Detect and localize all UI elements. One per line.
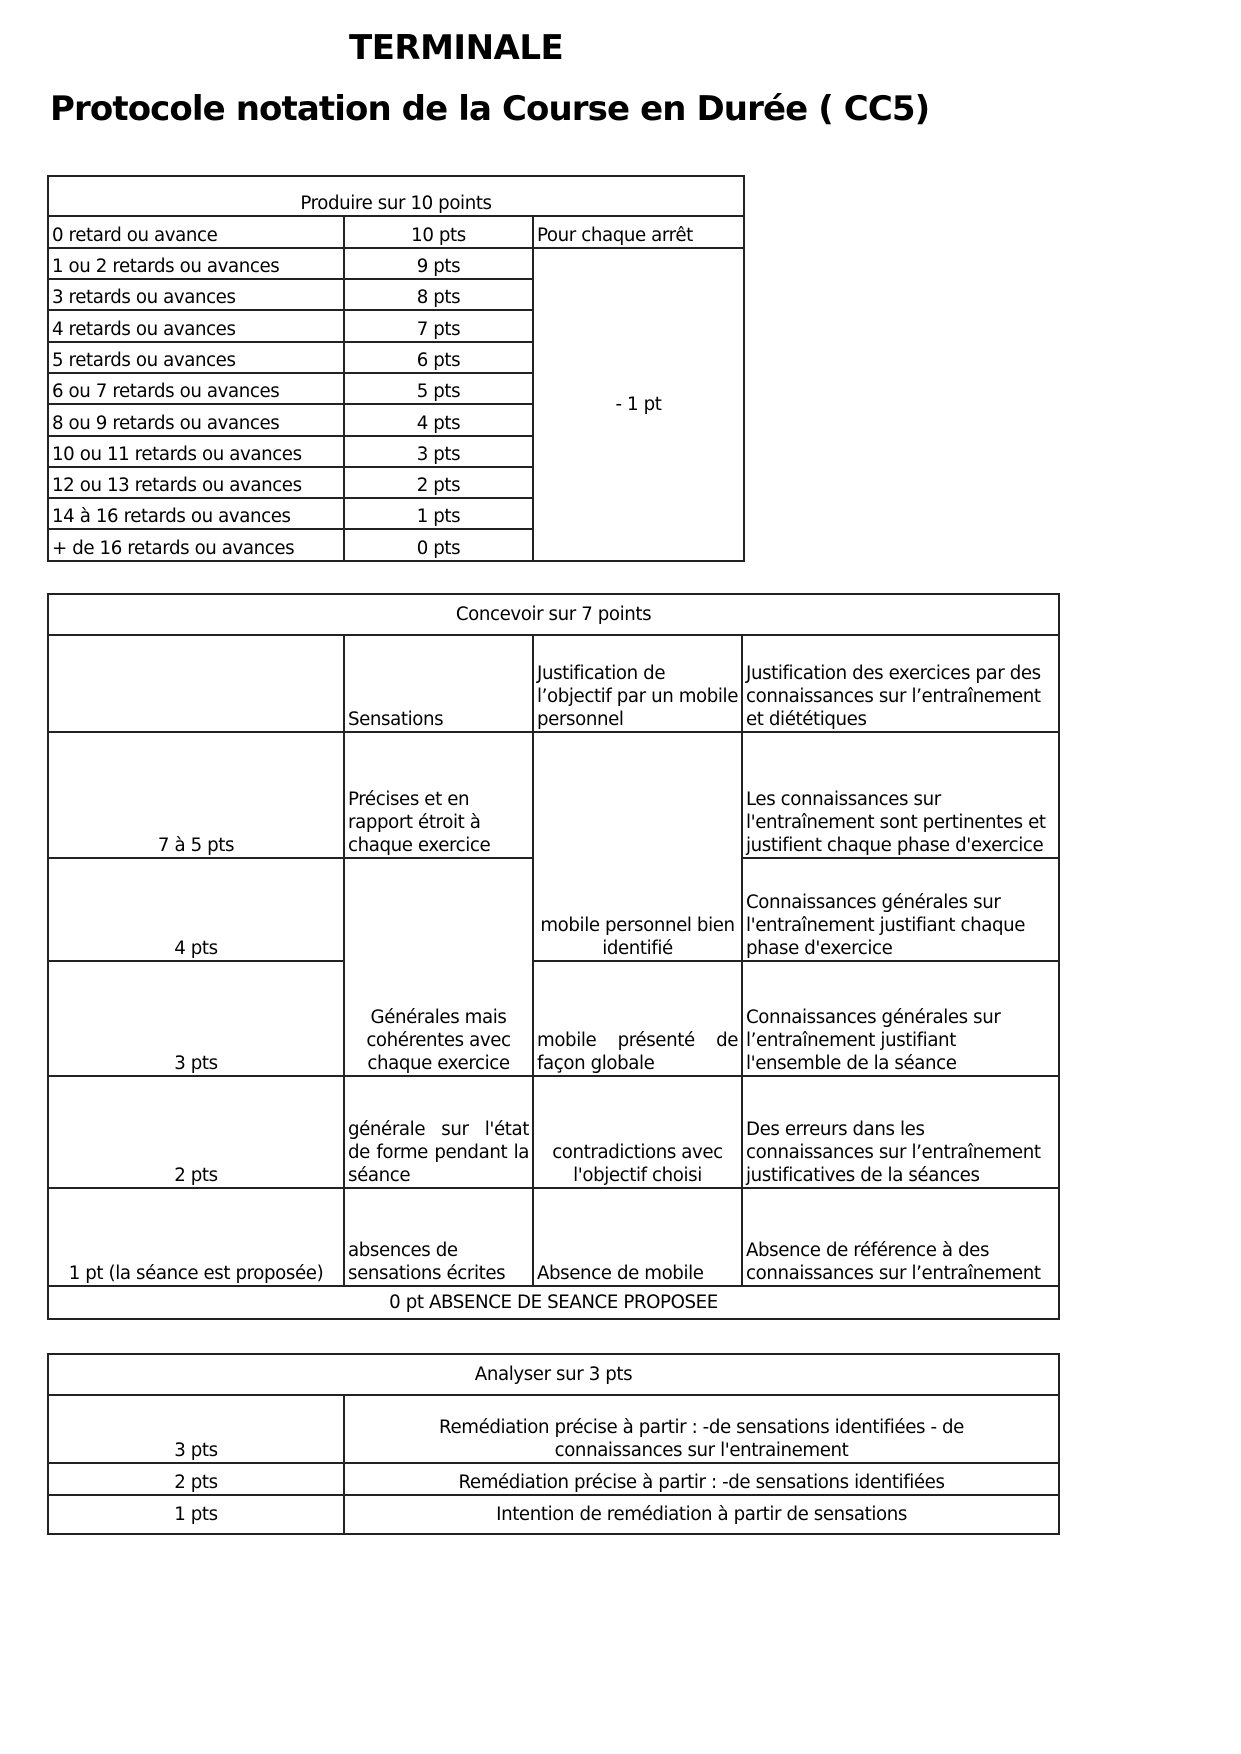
mobile-cell: Absence de mobile — [533, 1188, 742, 1286]
produire-table — [47, 175, 745, 562]
criterion-cell: 14 à 16 retards ou avances — [48, 498, 344, 529]
table-row — [48, 1188, 1059, 1286]
criterion-cell: 0 retard ou avance — [48, 216, 344, 248]
points-cell: 8 pts — [344, 279, 533, 310]
criterion-cell: 10 ou 11 retards ou avances — [48, 436, 344, 467]
knowledge-cell: Absence de référence à des connaissances sur l’entraînement — [742, 1188, 1059, 1286]
table-row — [48, 961, 1059, 1076]
table-row — [48, 1495, 1059, 1534]
knowledge-cell: Des erreurs dans les connaissances sur l’entraînement justificatives de la séances — [742, 1076, 1059, 1188]
criterion-cell: 6 ou 7 retards ou avances — [48, 373, 344, 404]
knowledge-cell: Connaissances générales sur l’entraînement justifiant l'ensemble de la séance — [742, 961, 1059, 1076]
points-cell: 1 pts — [344, 498, 533, 529]
concevoir-table — [47, 593, 1060, 1320]
column-header-empty — [48, 635, 344, 732]
analyser-points: 1 pts — [48, 1495, 344, 1534]
table-row — [48, 732, 1059, 858]
produire-header: Produire sur 10 points — [48, 176, 744, 216]
analyser-points: 2 pts — [48, 1463, 344, 1495]
criterion-cell: 1 ou 2 retards ou avances — [48, 248, 344, 279]
analyser-description: Intention de remédiation à partir de sensations — [344, 1495, 1059, 1534]
table-row — [48, 1395, 1059, 1463]
points-cell: 2 pts — [344, 467, 533, 498]
concevoir-footer: 0 pt ABSENCE DE SEANCE PROPOSEE — [48, 1286, 1059, 1319]
points-cell: 3 pts — [344, 436, 533, 467]
knowledge-cell: Les connaissances sur l'entraînement sont pertinentes et justifient chaque phase d'exercice — [742, 732, 1059, 858]
sensations-cell: générale sur l'état de forme pendant la séance — [344, 1076, 533, 1188]
concevoir-header: Concevoir sur 7 points — [48, 594, 1059, 635]
stop-label-cell: Pour chaque arrêt — [533, 216, 744, 248]
criterion-cell: 5 retards ou avances — [48, 342, 344, 373]
analyser-header: Analyser sur 3 pts — [48, 1354, 1059, 1395]
mobile-cell: mobile personnel bien identifié — [533, 732, 742, 961]
document-subtitle: Protocole notation de la Course en Durée ( CC5) — [50, 89, 930, 129]
points-cell: 7 pts — [344, 310, 533, 342]
document-title: TERMINALE — [349, 28, 564, 68]
level-points: 4 pts — [48, 858, 344, 961]
points-cell: 0 pts — [344, 529, 533, 561]
analyser-description: Remédiation précise à partir : -de sensations identifiées — [344, 1463, 1059, 1495]
criterion-cell: + de 16 retards ou avances — [48, 529, 344, 561]
analyser-table — [47, 1353, 1060, 1535]
level-points: 7 à 5 pts — [48, 732, 344, 858]
points-cell: 4 pts — [344, 404, 533, 436]
mobile-cell: contradictions avec l'objectif choisi — [533, 1076, 742, 1188]
level-points: 2 pts — [48, 1076, 344, 1188]
points-cell: 5 pts — [344, 373, 533, 404]
sensations-cell: absences de sensations écrites — [344, 1188, 533, 1286]
sensations-cell: Générales mais cohérentes avec chaque exercice — [344, 858, 533, 1076]
mobile-cell: mobile présenté de façon globale — [533, 961, 742, 1076]
column-header-knowledge: Justification des exercices par des connaissances sur l’entraînement et diététiques — [742, 635, 1059, 732]
table-row — [48, 216, 744, 248]
table-row — [48, 1076, 1059, 1188]
points-cell: 10 pts — [344, 216, 533, 248]
knowledge-cell: Connaissances générales sur l'entraînement justifiant chaque phase d'exercice — [742, 858, 1059, 961]
column-header-row — [48, 635, 1059, 732]
sensations-cell: Précises et en rapport étroit à chaque exercice — [344, 732, 533, 858]
criterion-cell: 8 ou 9 retards ou avances — [48, 404, 344, 436]
criterion-cell: 3 retards ou avances — [48, 279, 344, 310]
stop-penalty-cell: - 1 pt — [533, 248, 744, 561]
level-points: 3 pts — [48, 961, 344, 1076]
points-cell: 9 pts — [344, 248, 533, 279]
column-header-sensations: Sensations — [344, 635, 533, 732]
criterion-cell: 12 ou 13 retards ou avances — [48, 467, 344, 498]
criterion-cell: 4 retards ou avances — [48, 310, 344, 342]
table-row — [48, 248, 744, 279]
points-cell: 6 pts — [344, 342, 533, 373]
analyser-description: Remédiation précise à partir : -de sensations identifiées - de connaissances sur l'entrainement — [344, 1395, 1059, 1463]
column-header-mobile: Justification de l’objectif par un mobile personnel — [533, 635, 742, 732]
analyser-points: 3 pts — [48, 1395, 344, 1463]
table-row — [48, 1463, 1059, 1495]
level-points: 1 pt (la séance est proposée) — [48, 1188, 344, 1286]
